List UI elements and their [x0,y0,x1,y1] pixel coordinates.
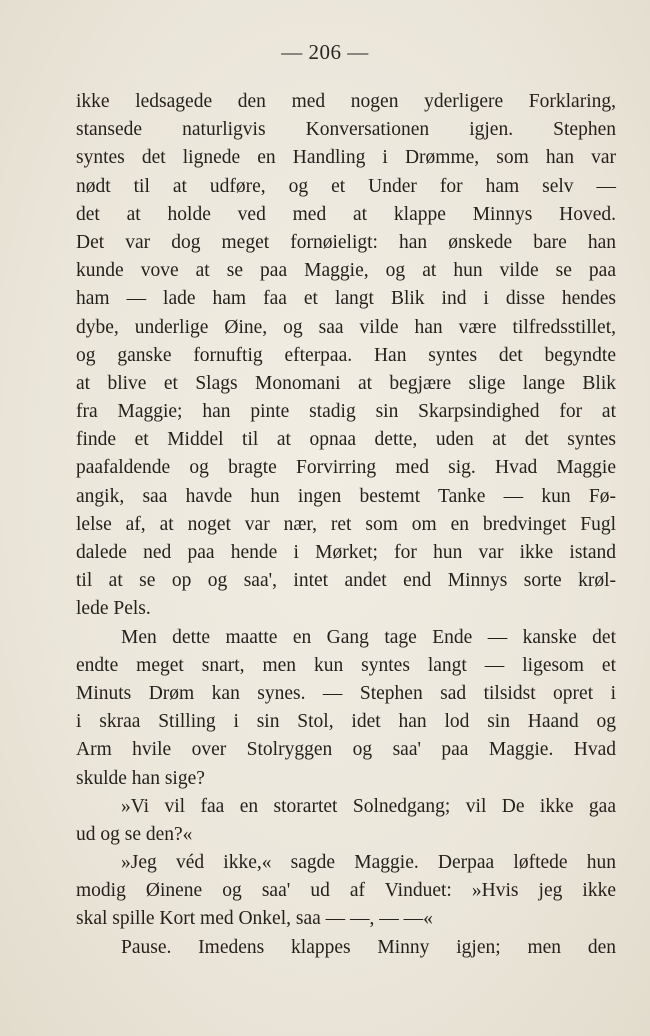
text-line: nødt til at udføre, og et Under for ham selv — [76,175,616,197]
text-line: stansede naturligvis Konversationen igjen. Stephen [76,119,616,141]
text-line: syntes det lignede en Handling i Drømme, som han var [76,147,616,169]
text-line: Men dette maatte en Gang tage Ende — kanske det [121,626,616,648]
text-line: og ganske fornuftig efterpaa. Han syntes det begyndte [76,344,616,366]
text-line: Arm hvile over Stolryggen og saa' paa Maggie. Hvad [76,739,616,761]
text-line: endte meget snart, men kun syntes langt — ligesom et [76,654,616,676]
text-line: fra Maggie; han pinte stadig sin Skarpsindighed for at [76,401,616,423]
text-line: til at se op og saa', intet andet end Minnys sorte krøl- [76,570,616,592]
text-line: »Jeg véd ikke,« sagde Maggie. Derpaa løftede hun [121,852,616,874]
text-line: finde et Middel til at opnaa dette, uden at det syntes [76,429,616,451]
text-line: paafaldende og bragte Forvirring med sig. Hvad Maggie [76,457,616,479]
text-line: ikke ledsagede den med nogen yderligere Forklaring, [76,91,616,112]
text-line: lelse af, at noget var nær, ret som om en bredvinget Fugl [76,513,616,535]
text-line: skulde han sige? [76,767,205,789]
text-line: lede Pels. [76,598,151,620]
text-line: Pause. Imedens klappes Minny igjen; men den [121,936,616,958]
text-line: »Vi vil faa en storartet Solnedgang; vil De ikke gaa [121,795,616,817]
text-line: Minuts Drøm kan synes. — Stephen sad tilsidst opret i [76,682,616,704]
text-line: skal spille Kort med Onkel, saa — —, — —« [76,908,433,930]
text-line: Det var dog meget fornøieligt: han ønskede bare han [76,231,616,253]
text-line: at blive et Slags Monomani at begjære slige lange Blik [76,372,616,394]
text-line: kunde vove at se paa Maggie, og at hun vilde se paa [76,260,616,282]
text-line: modig Øinene og saa' ud af Vinduet: »Hvis jeg ikke [76,880,616,902]
body-text [76,88,616,962]
text-line: ud og se den?« [76,823,193,845]
text-line: dalede ned paa hende i Mørket; for hun var ikke istand [76,542,616,563]
text-line: dybe, underlige Øine, og saa vilde han være tilfredsstillet, [76,316,616,338]
text-line: det at holde ved med at klappe Minnys Hoved. [76,203,616,225]
text-line: angik, saa havde hun ingen bestemt Tanke — kun Fø- [76,485,616,507]
text-line: ham — lade ham faa et langt Blik ind i disse hendes [76,288,616,310]
text-line: i skraa Stilling i sin Stol, idet han lod sin Haand og [76,711,616,733]
page-number-header: — 206 — [281,40,369,64]
